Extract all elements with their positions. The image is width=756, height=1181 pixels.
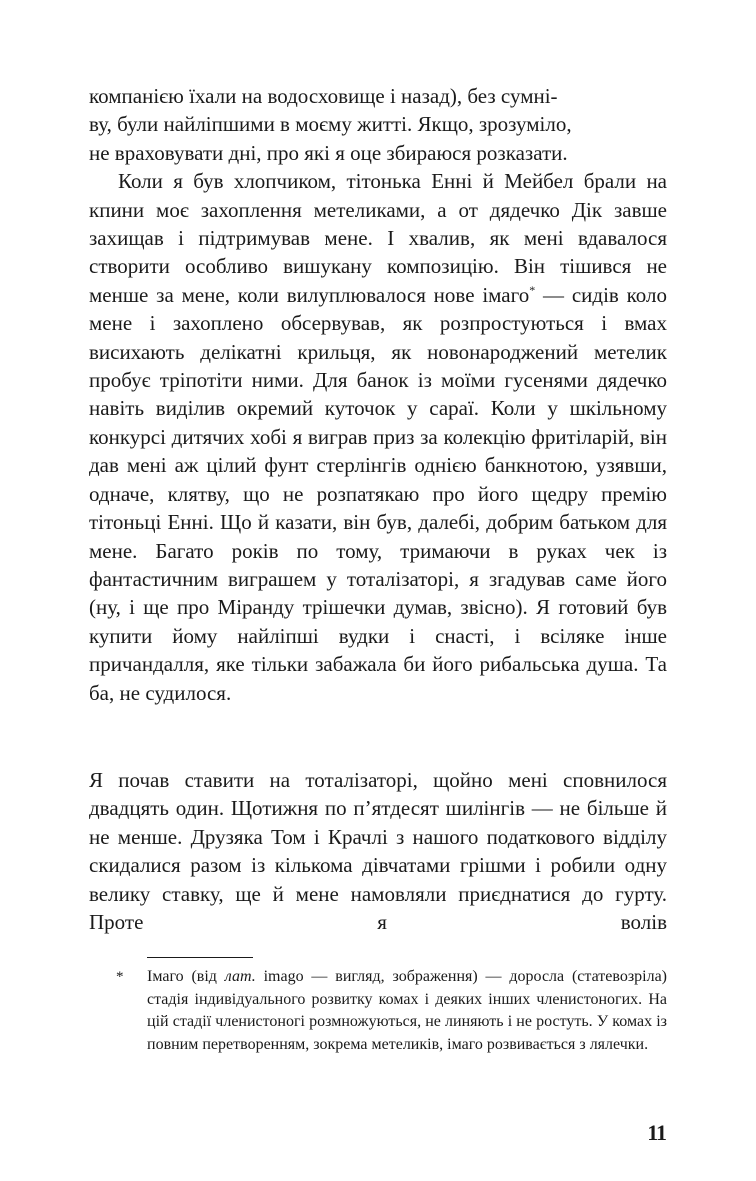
line-2: ву, були найліпшими в моєму житті. Якщо, зрозуміло, <box>89 112 572 137</box>
footnote-abbreviation: лат. <box>224 968 256 985</box>
footnote-term: Імаго (від <box>147 968 225 985</box>
footnote-reference[interactable]: * <box>529 282 536 297</box>
line-3: не враховувати дні, про які я оце збираюся розказати. <box>89 140 568 165</box>
paragraph-continued <box>89 82 667 167</box>
paragraph-totalizator: Я почав ставити на тоталізаторі, щойно мені сповнилося двадцять один. Щотижня по п’ятдесят шилінгів — не більше й не менше. Друзяка Том і Крачлі з нашого податкового відділу скидалися разом із кількома дівчатами грішми і робили одну велику ставку, ще й мене намовляли приєднатися до гурту. Проте я волів <box>89 768 667 935</box>
footnote <box>116 966 668 1056</box>
paragraph-text-part-1: Коли я був хлопчиком, тітонька Енні й Мейбел брали на кпини моє захоплення метеликами, а от дядечко Дік завше захищав і підтримував мене. І хвалив, як мені вдавалося створити особливо вишукану композицію. Він тішився не менше за мене, коли вилуплювалося нове імаго <box>89 169 667 307</box>
footnote-divider <box>147 957 253 958</box>
main-text-lower <box>89 766 667 936</box>
paragraph-uncle-dick <box>89 167 667 707</box>
main-text-upper <box>89 82 667 707</box>
paragraph-text-part-2: — сидів коло мене і захоплено обсервував, як розпростуються і вмах висихають делікатні крильця, як новонароджений метелик пробує тріпотіти ними. Для банок із моїми гусенями дядечко навіть виділив окремий куточок у сараї. Коли у шкільному конкурсі дитячих хобі я виграв приз за колекцію фритіларій, він дав мені аж цілий фунт стерлінгів однією банкнотою, узявши, одначе, клятву, що не розпатякаю про його щедру премію тітоньці Енні. Що й казати, він був, далебі, добрим батьком для мене. Багато років по тому, тримаючи в руках чек із фантастичним виграшем у тоталізаторі, я згадував саме його (ну, і ще про Міранду трішечки думав, звісно). Я готовий був купити йому найліпші вудки і снасті, і всіляке інше причандалля, яке тільки забажала би його рибальська душа. Та ба, не судилося. <box>89 282 667 705</box>
line-1: компанією їхали на водосховище і назад), без сумні- <box>89 84 558 108</box>
footnote-text: imago — вигляд, зображення) — доросла (статевозріла) стадія індивідуального розвитку комах і деяких інших членистоногих. На цій стадії членистоногі розмножуються, не линяють і не ростуть. У комах із повним перетворенням, зокрема метеликів, імаго розвивається з лялечки. <box>147 968 668 1053</box>
footnote-marker: * <box>116 969 124 985</box>
page-number: 11 <box>647 1120 666 1145</box>
